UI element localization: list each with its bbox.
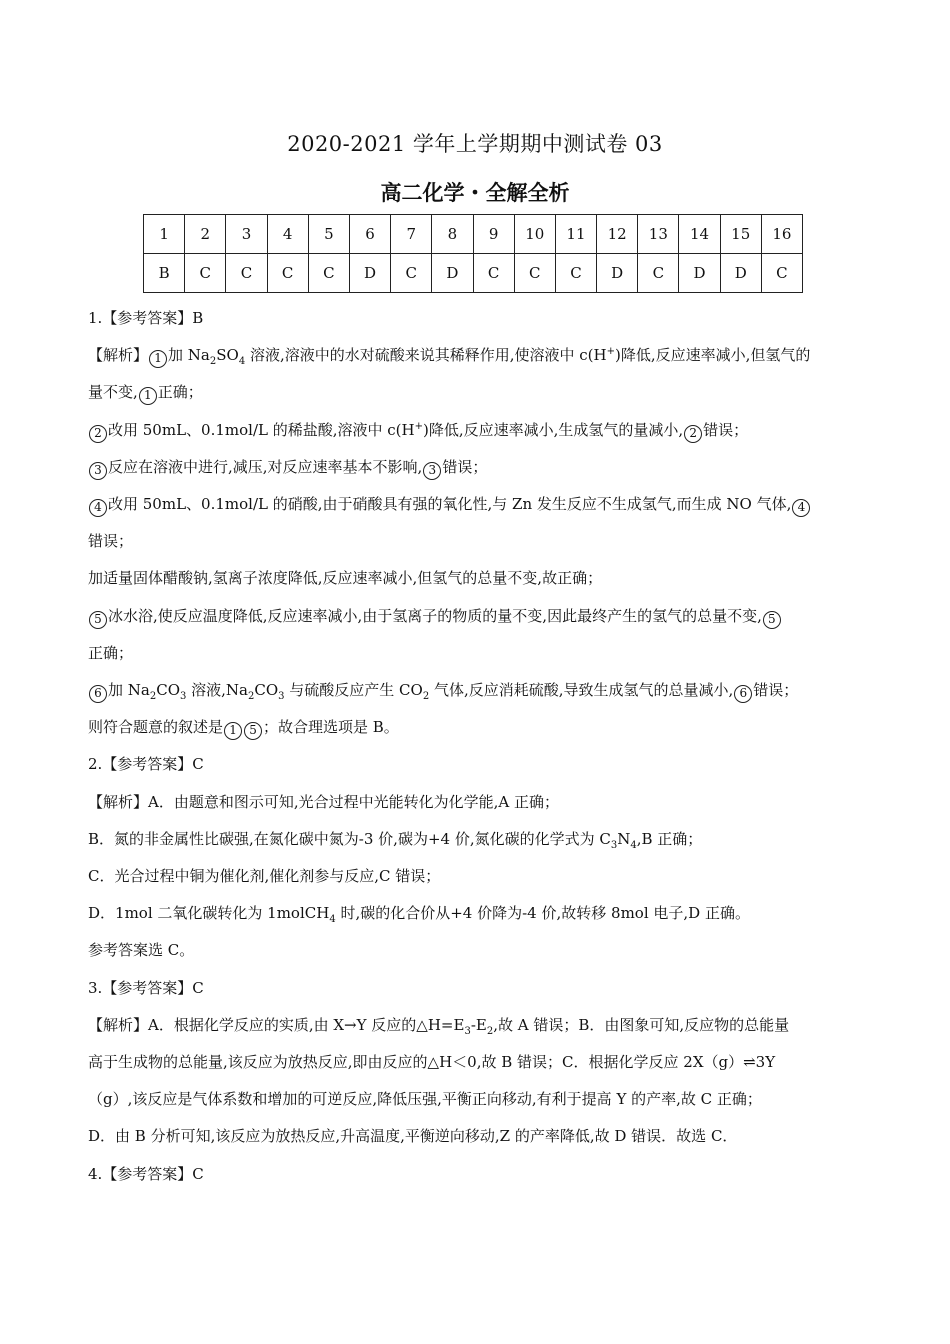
question-number: 2 [185, 215, 226, 254]
q3-analysis-line: （g）,该反应是气体系数和增加的可逆反应,降低压强,平衡正向移动,有利于提高 Y 的产率,故 C 正确； [88, 1090, 762, 1109]
question-number: 9 [473, 215, 514, 254]
q3-reference-answer: 3.【参考答案】C [88, 978, 204, 997]
circled-number: 3 [423, 462, 441, 480]
answer-cell: D [349, 254, 390, 293]
answer-cell: D [720, 254, 761, 293]
answer-cell: C [638, 254, 679, 293]
circled-number: 5 [244, 722, 262, 740]
q1-analysis-line: 错误； [88, 532, 134, 551]
question-number: 12 [597, 215, 638, 254]
circled-number: 1 [224, 722, 242, 740]
answer-cell: C [761, 254, 802, 293]
question-number: 4 [267, 215, 308, 254]
q2-analysis-line: 【解析】A．由题意和图示可知,光合过程中光能转化为化学能,A 正确； [88, 792, 559, 811]
q1-analysis-line: 正确； [88, 643, 134, 662]
circled-number: 5 [763, 611, 781, 629]
question-number: 13 [638, 215, 679, 254]
solutions-body [88, 300, 868, 1193]
question-number: 10 [514, 215, 555, 254]
q1-analysis-line: 加适量固体醋酸钠,氢离子浓度降低,反应速率减小,但氢气的总量不变,故正确； [88, 569, 603, 588]
circled-number: 1 [139, 387, 157, 405]
circled-number: 6 [734, 685, 752, 703]
q2-analysis-line: B．氮的非金属性比碳强,在氮化碳中氮为-3 价,碳为+4 价,氮化碳的化学式为 $C_3N_4,B$ 正确； [88, 829, 703, 851]
q4-reference-answer: 4.【参考答案】C [88, 1164, 204, 1183]
page-title: 2020-2021 学年上学期期中测试卷 03 [287, 132, 663, 156]
q1-reference-answer: 1.【参考答案】B [88, 309, 204, 327]
answer-cell: C [226, 254, 267, 293]
q1-analysis-line: 3 反应在溶液中进行,减压,对反应速率基本不影响, 3 错误； [88, 449, 868, 486]
q1-analysis-line: 4 改用 50mL、0.1mol/L 的硝酸,由于硝酸具有强的氧化性,与 Zn 发生反应不生成氢气,而生成 NO 气体, 4 [88, 486, 868, 523]
answer-cell: D [432, 254, 473, 293]
circled-number: 5 [89, 611, 107, 629]
question-number: 7 [391, 215, 432, 254]
q2-conclusion: 参考答案选 C。 [88, 941, 195, 960]
answer-cell: C [308, 254, 349, 293]
q2-analysis-line: D．1mol 二氧化碳转化为 1molCH$_4$ 时,碳的化合价从+4 价降为-4 价,故转移 8mol 电子,D 正确。 [88, 904, 750, 926]
question-number: 6 [349, 215, 390, 254]
circled-number: 6 [89, 685, 107, 703]
answer-cell: B [144, 254, 185, 293]
answer-cell: D [597, 254, 638, 293]
question-number: 11 [555, 215, 596, 254]
q1-analysis-line: 【解析】 1 加 $Na_2SO_4$ 溶液,溶液中的水对硫酸来说其稀释作用,使溶液中 c(H+)降低,反应速率减小,但氢气的 [88, 346, 811, 368]
question-number: 5 [308, 215, 349, 254]
question-number: 3 [226, 215, 267, 254]
q2-reference-answer: 2.【参考答案】C [88, 755, 204, 774]
answer-table-number-row [144, 215, 803, 254]
answer-cell: C [555, 254, 596, 293]
q2-analysis-line: C．光合过程中铜为催化剂,催化剂参与反应,C 错误； [88, 867, 441, 886]
circled-number: 4 [89, 499, 107, 517]
answer-table [143, 214, 803, 293]
q1-analysis-line: 量不变, 1 正确； [88, 374, 868, 411]
answer-table-answer-row [144, 254, 803, 293]
answer-cell: C [267, 254, 308, 293]
q3-analysis-line: 【解析】A．根据化学反应的实质,由 X→Y 反应的$\triangle H=E_3-E_2$,故 A 错误；B．由图象可知,反应物的总能量 [88, 1015, 790, 1037]
question-number: 16 [761, 215, 802, 254]
answer-cell: D [679, 254, 720, 293]
q3-analysis-line: D．由 B 分析可知,该反应为放热反应,升高温度,平衡逆向移动,Z 的产率降低,故 D 错误．故选 C． [88, 1127, 738, 1146]
q1-analysis-line: 6 加 $Na_2CO_3$ 溶液$,Na_2CO_3$ 与硫酸反应产生 $CO_2$ 气体,反应消耗硫酸,导致生成氢气的总量减小, 6 错误； [88, 672, 868, 709]
q1-analysis-line: 2 改用 50mL、0.1mol/L 的稀盐酸,溶液中 c(H+)降低,反应速率减小,生成氢气的量减小, 2 错误； [88, 412, 868, 449]
circled-number: 2 [89, 425, 107, 443]
answer-cell: C [473, 254, 514, 293]
answer-cell: C [514, 254, 555, 293]
q1-analysis-line: 5 冰水浴,使反应温度降低,反应速率减小,由于氢离子的物质的量不变,因此最终产生的氢气的总量不变, 5 [88, 598, 868, 635]
question-number: 15 [720, 215, 761, 254]
q3-analysis-line: 高于生成物的总能量,该反应为放热反应,即由反应的△H＜0,故 B 错误；C．根据化学反应 2X（g）⇌3Y [88, 1053, 776, 1072]
q1-conclusion: 则符合题意的叙述是 1 5 ；故合理选项是 B。 [88, 709, 868, 746]
circled-number: 1 [149, 350, 167, 368]
answer-cell: C [185, 254, 226, 293]
question-number: 8 [432, 215, 473, 254]
answer-cell: C [391, 254, 432, 293]
page-subtitle: 高二化学・全解全析 [380, 181, 570, 205]
question-number: 14 [679, 215, 720, 254]
circled-number: 2 [684, 425, 702, 443]
circled-number: 3 [89, 462, 107, 480]
circled-number: 4 [792, 499, 810, 517]
question-number: 1 [144, 215, 185, 254]
